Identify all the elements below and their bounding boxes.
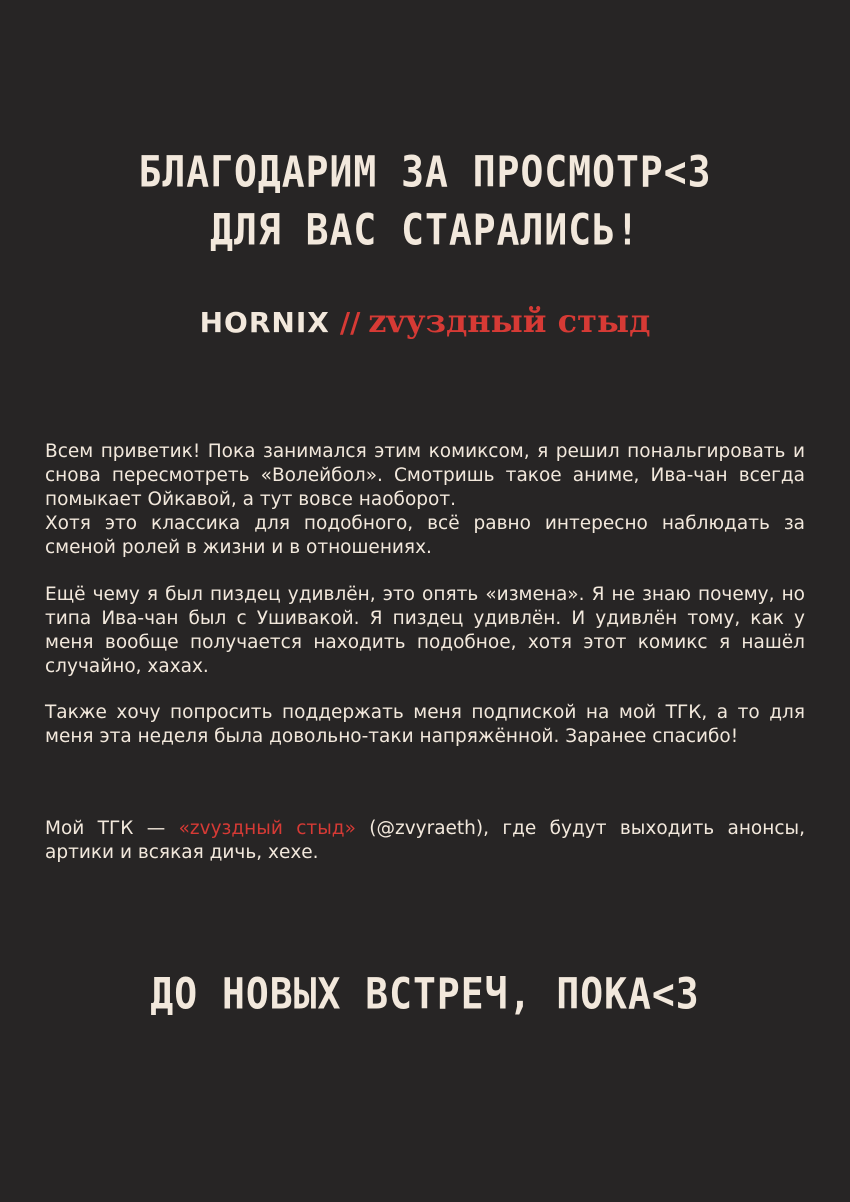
paragraph: Хотя это классика для подобного, всё равно интересно наблюдать за сменой ролей в жизни и в отношениях.: [45, 513, 805, 558]
paragraph-channel: [45, 817, 805, 865]
credits-line: [0, 302, 850, 340]
channel-suffix: (@zvyraeth), где будут выходить анонсы, артики и всякая дичь, хехе.: [45, 818, 805, 863]
paragraph: Ещё чему я был пиздец удивлён, это опять «измена». Я не знаю почему, но типа Ива-чан был с Ушивакой. Я пиздец удивлён. И удивлён тому, как у меня вообще получается находить подобное, хотя этот комикс я нашёл случайно, хахах.: [45, 584, 805, 677]
paragraph: Всем приветик! Пока занимался этим комиксом, я решил пональгировать и снова пересмотреть «Волейбол». Смотришь такое аниме, Ива-чан всегда помыкает Ойкавой, а тут вовсе наоборот.: [45, 441, 805, 510]
brand-name: zvуздный стыд: [368, 302, 651, 340]
farewell-heading: ДО НОВЫХ ВСТРЕЧ, ПОКА<3: [150, 969, 700, 1019]
channel-text: [45, 817, 805, 865]
channel-link[interactable]: «zvуздный стыд»: [178, 818, 356, 839]
paragraph-intro: [45, 440, 805, 560]
team-effort-heading: ДЛЯ ВАС СТАРАЛИСЬ!: [210, 205, 640, 255]
team-name: HORNIX: [199, 306, 330, 339]
paragraph: Также хочу попросить поддержать меня подпиской на мой ТГК, а то для меня эта неделя была довольно-таки напряжённой. Заранее спасибо!: [45, 702, 805, 747]
paragraph-support: [45, 701, 805, 749]
channel-prefix: Мой ТГК —: [45, 818, 179, 839]
paragraph-surprise: [45, 583, 805, 679]
thanks-heading: БЛАГОДАРИМ ЗА ПРОСМОТР<3: [138, 147, 712, 197]
credits-separator: //: [339, 306, 361, 339]
